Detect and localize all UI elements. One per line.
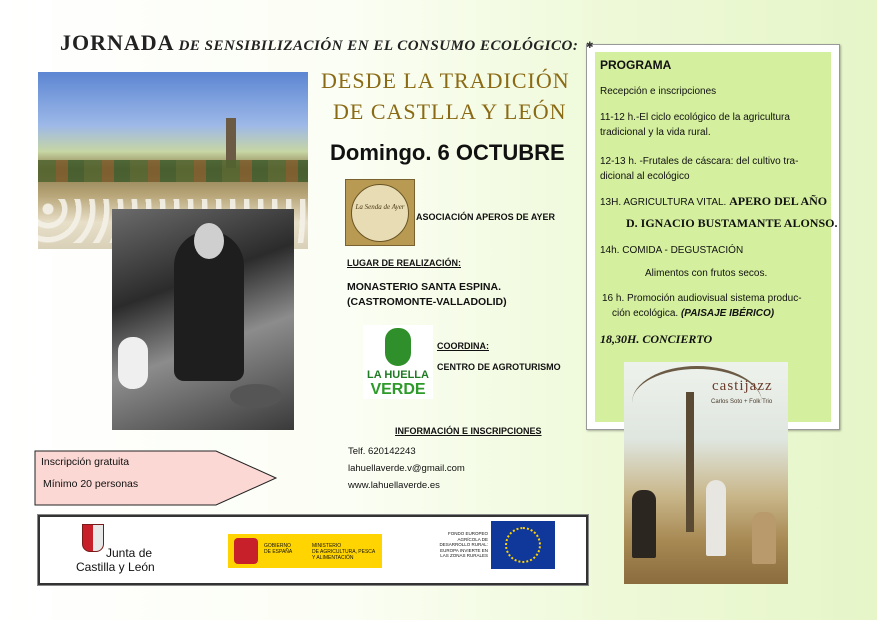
spain-shield-icon bbox=[234, 538, 258, 564]
program-item-12h-line-2: dicional al ecológico bbox=[600, 171, 690, 182]
program-item-16h bbox=[602, 291, 802, 321]
feader-line-1: FONDO EUROPEO bbox=[447, 531, 488, 536]
gobierno-text bbox=[264, 543, 292, 555]
program-item-11h-line-2: tradicional y la vida rural. bbox=[600, 127, 711, 138]
venue-label: LUGAR DE REALIZACIÓN: bbox=[347, 258, 461, 268]
association-logo-emblem bbox=[351, 184, 409, 242]
musician-1 bbox=[632, 490, 656, 558]
gobierno-espana-logo bbox=[228, 534, 382, 568]
concert-photo bbox=[624, 362, 788, 584]
musician-3 bbox=[752, 512, 776, 564]
event-title bbox=[60, 30, 578, 56]
jcyl-text-line-2: Castilla y León bbox=[76, 560, 155, 574]
program-item-14h: 14h. COMIDA - DEGUSTACIÓN bbox=[600, 245, 744, 256]
program-item-reception: Recepción e inscripciones bbox=[600, 86, 717, 97]
bowl-of-nuts bbox=[230, 384, 282, 408]
program-item-12h-line-1: 12-13 h. -Frutales de cáscara: del cultivo tra- bbox=[600, 156, 799, 167]
feader-line-4: EUROPA INVIERTE EN bbox=[440, 547, 488, 553]
program-item-12h bbox=[600, 154, 798, 184]
program-item-16h-line-1: 16 h. Promoción audiovisual sistema produc- bbox=[602, 293, 802, 304]
venue-line-2: (CASTROMONTE-VALLADOLID) bbox=[347, 296, 507, 308]
program-item-13h-award: APERO DEL AÑO bbox=[729, 194, 828, 208]
feader-text bbox=[426, 531, 488, 559]
program-item-14h-detail: Alimentos con frutos secos. bbox=[645, 268, 768, 279]
event-date: Domingo. 6 OCTUBRE bbox=[330, 140, 565, 165]
musician-2 bbox=[706, 480, 726, 556]
huella-logo-line-2: VERDE bbox=[370, 381, 426, 398]
band-subtitle: Carlos Soto + Folk Trio bbox=[711, 399, 773, 405]
coordination-name: CENTRO DE AGROTURISMO bbox=[437, 362, 561, 372]
venue-details bbox=[347, 280, 507, 310]
contact-website[interactable]: www.lahuellaverde.es bbox=[348, 480, 440, 491]
program-item-13h bbox=[600, 194, 827, 210]
association-logo bbox=[345, 179, 415, 246]
program-item-13h-honoree: D. IGNACIO BUSTAMANTE ALONSO. bbox=[626, 216, 838, 230]
association-name: ASOCIACIÓN APEROS DE AYER bbox=[416, 212, 556, 222]
program-item-11h bbox=[600, 110, 790, 140]
jcyl-text-line-1: Junta de bbox=[106, 546, 153, 560]
ministry-text bbox=[312, 543, 375, 561]
program-item-11h-line-1: 11-12 h.-El ciclo ecológico de la agricultura bbox=[600, 112, 790, 123]
gobierno-line-1: GOBIERNO bbox=[264, 543, 291, 549]
tree-line bbox=[38, 160, 308, 182]
craftsman-head bbox=[194, 223, 224, 259]
event-title-rest: DE SENSIBILIZACIÓN EN EL CONSUMO ECOLÓGICO: bbox=[178, 38, 579, 54]
association-logo-text: La Senda de Ayer bbox=[355, 203, 405, 211]
subtitle-line-1: DESDE LA TRADICIÓN bbox=[321, 68, 570, 93]
footprint-icon bbox=[385, 328, 411, 366]
feader-line-5: LAS ZONAS RURALES bbox=[440, 553, 488, 558]
tree-trunk bbox=[686, 392, 694, 532]
junta-castilla-leon-logo bbox=[76, 522, 166, 574]
feader-line-3: DESARROLLO RURAL: bbox=[439, 542, 488, 547]
program-item-16h-line-2 bbox=[602, 306, 802, 321]
inscription-free: Inscripción gratuita bbox=[41, 456, 130, 468]
band-name: castijazz bbox=[712, 378, 773, 394]
contact-email[interactable]: lahuellaverde.v@gmail.com bbox=[348, 463, 465, 474]
huella-verde-logo bbox=[363, 325, 433, 399]
craftsman-photo bbox=[112, 209, 294, 430]
contact-phone: Telf. 620142243 bbox=[348, 446, 416, 457]
program-item-16h-title: (PAISAJE IBÉRICO) bbox=[680, 308, 775, 319]
program-item-16h-text: ción ecológica. bbox=[612, 308, 679, 319]
gobierno-line-2: DE ESPAÑA bbox=[264, 549, 293, 555]
eu-flag-icon bbox=[491, 521, 555, 569]
jcyl-shield-icon bbox=[82, 524, 104, 552]
coordination-label: COORDINA: bbox=[437, 341, 489, 351]
ministry-line-1: MINISTERIO bbox=[312, 543, 342, 549]
program-heading: PROGRAMA bbox=[600, 58, 672, 72]
ministry-line-2: DE AGRICULTURA, PESCA bbox=[312, 549, 376, 555]
program-item-13h-text: 13H. AGRICULTURA VITAL. bbox=[600, 197, 727, 208]
pin-icon: ✱ bbox=[586, 40, 594, 50]
inscription-minimum: Mínimo 20 personas bbox=[43, 478, 139, 490]
ministry-line-3: Y ALIMENTACIÓN bbox=[312, 555, 354, 561]
contact-heading: INFORMACIÓN E INSCRIPCIONES bbox=[395, 426, 542, 436]
feader-line-2: AGRÍCOLA DE bbox=[457, 536, 488, 542]
subtitle-line-2: DE CASTLLA Y LEÓN bbox=[333, 99, 567, 124]
event-title-main: JORNADA bbox=[60, 30, 175, 55]
dog-figure bbox=[118, 337, 148, 389]
huella-logo-line-1: LA HUELLA bbox=[367, 369, 429, 381]
venue-line-1: MONASTERIO SANTA ESPINA. bbox=[347, 281, 502, 293]
program-item-concert: 18,30H. CONCIERTO bbox=[600, 332, 713, 346]
inscription-arrow-box bbox=[34, 450, 278, 506]
eu-stars-icon bbox=[505, 527, 541, 563]
